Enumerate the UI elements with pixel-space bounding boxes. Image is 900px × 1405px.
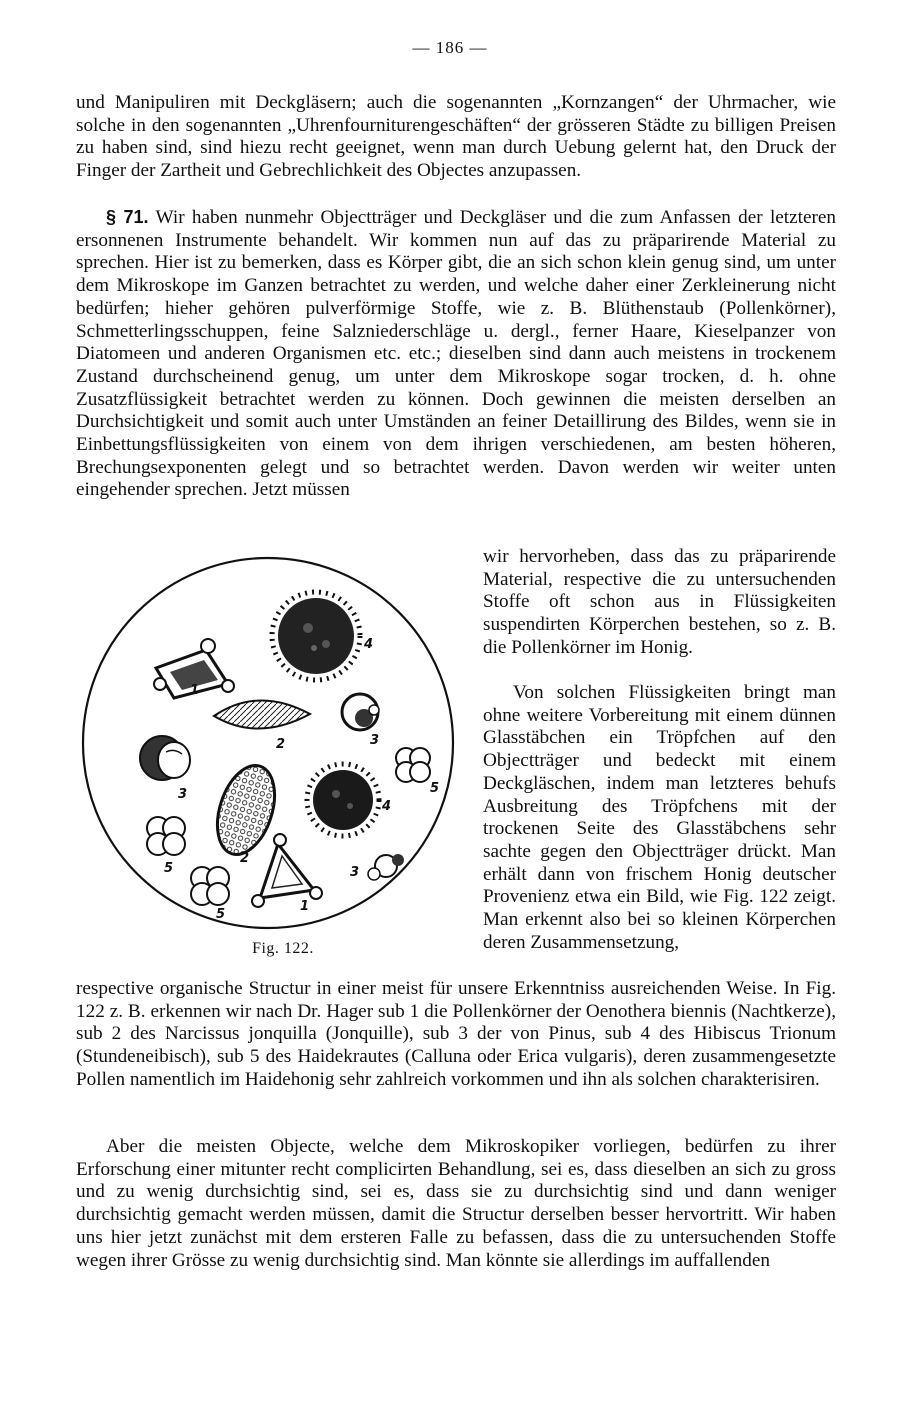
- paragraph-tweezers: und Manipuliren mit Deckgläsern; auch die sogenannten „Kornzangen“ der Uhrmacher, wie solche in den sogenannten „Uhrenfourniturengeschäften“ der grösseren Städte zu billigen Preisen zu haben sind, sind hiezu recht geeignet, wenn man durch Uebung gelernt hat, den Druck der Finger der Zartheit und Gebrechlichkeit des Objectes anzupassen.: [76, 92, 836, 182]
- label-4-top: 4: [364, 637, 374, 652]
- figure-122: [78, 548, 462, 968]
- paragraph-suspended-bodies: wir hervorheben, dass das zu präparirende Material, respective die zu untersuchenden Stoffe oft schon aus in Flüssigkeiten suspendirten Körperchen bestehen, so z. B. die Pollenkörner im Honig.: [483, 546, 836, 658]
- figure-caption: Fig. 122.: [252, 940, 314, 957]
- pollen-micrograph: [78, 548, 462, 938]
- label-1-bottom: 1: [300, 899, 310, 914]
- pollen-calluna-tetrad-bottom: [191, 867, 229, 905]
- label-5-left: 5: [164, 861, 174, 876]
- pollen-pinus-right: [342, 694, 379, 730]
- pollen-calluna-tetrad-left: [147, 817, 185, 855]
- label-3-right: 3: [370, 733, 380, 748]
- paragraph-preparation: Aber die meisten Objecte, welche dem Mikroskopiker vorliegen, bedürfen zu ihrer Erforschung einer mitunter recht complicirten Behandlung, sei es, dass dieselben an sich zu gross und zu wenig durchsichtig sind, sei es, dass sie zu durchsichtig sind und dann weniger durchsichtig gemacht werden müssen, damit die Structur derselben besser hervortritt. Wir haben uns hier jetzt zunächst mit dem ersteren Falle zu befassen, dass die zu untersuchenden Stoffe wegen ihrer Grösse zu wenig durchsichtig sind. Man könnte sie allerdings im auffallenden: [76, 1136, 836, 1271]
- paragraph-honey-sample: Von solchen Flüssigkeiten bringt man ohne weitere Vorbereitung mit einem dünnen Glasstäbchen ein Tröpfchen auf den Objectträger und bedeckt mit einem Deckgläschen, indem man letzteres behufs Ausbreitung des Tröpfchens mit der trockenen Seite des Glasstäbchens sehr sachte gegen den Objectträger drückt. Man erhält dann von frischem Honig deutscher Provenienz etwa ein Bild, wie Fig. 122 zeigt. Man erkennt also bei so kleinen Körperchen deren Zusammensetzung,: [483, 682, 836, 953]
- section-71-text: Wir haben nunmehr Objectträger und Deckgläser und die zum Anfassen der letzteren ersonnenen Instrumente behandelt. Wir kommen nun auf das zu präparirende Material zu sprechen. Hier ist zu bemerken, dass es Körper gibt, die an sich schon klein genug sind, um unter dem Mikroskope im Ganzen betrachtet zu werden, und welche daher einer Zerkleinerung nicht bedürfen; hieher gehören pulverförmige Stoffe, wie z. B. Blüthenstaub (Pollenkörner), Schmetterlingsschuppen, feine Salzniederschläge u. dergl., ferner Haare, Kieselpanzer von Diatomeen und anderen Organismen etc. etc.; dieselben sind dann auch meistens in trockenem Zustand durchscheinend genug, um unter dem Mikroskope sogar trocken, d. h. ohne Zusatzflüssigkeit betrachtet werden zu können. Doch gewinnen die meisten derselben an Durchsichtigkeit und somit auch unter Umständen an feiner Detaillirung des Bildes, wenn sie in Einbettungsflüssigkeiten von einem von dem ihrigen verschiedenen, am besten höheren, Brechungsexponenten gelegt und so betrachtet werden. Davon werden wir weiter unten eingehender sprechen. Jetzt müssen: [76, 207, 837, 501]
- label-1-top: 1: [190, 683, 200, 698]
- pollen-calluna-tetrad-right: [396, 748, 430, 782]
- pollen-hibiscus-middle: [307, 764, 379, 836]
- paragraph-pollen-identification: respective organische Structur in einer meist für unsere Erkenntniss ausreichenden Weise. In Fig. 122 z. B. erkennen wir nach Dr. Hager sub 1 die Pollenkörner der Oenothera biennis (Nachtkerze), sub 2 des Narcissus jonquilla (Jonquille), sub 3 der von Pinus, sub 4 des Hibiscus Trionum (Stundeneibisch), sub 5 des Haidekrautes (Calluna oder Erica vulgaris), deren zusammengesetzte Pollen namentlich im Haidehonig sehr zahlreich vorkommen und ihn als solchen charakterisiren.: [76, 978, 836, 1090]
- label-4-middle: 4: [382, 799, 392, 814]
- label-5-bottom: 5: [216, 907, 226, 922]
- label-5-right: 5: [430, 781, 440, 796]
- page-number: — 186 —: [412, 38, 488, 57]
- label-2-oval: 2: [240, 851, 250, 866]
- label-3-lower: 3: [350, 865, 360, 880]
- section-mark: § 71.: [106, 207, 149, 227]
- paragraph-section-71: [76, 206, 836, 502]
- label-3-left: 3: [178, 787, 188, 802]
- label-2-lens: 2: [276, 737, 286, 752]
